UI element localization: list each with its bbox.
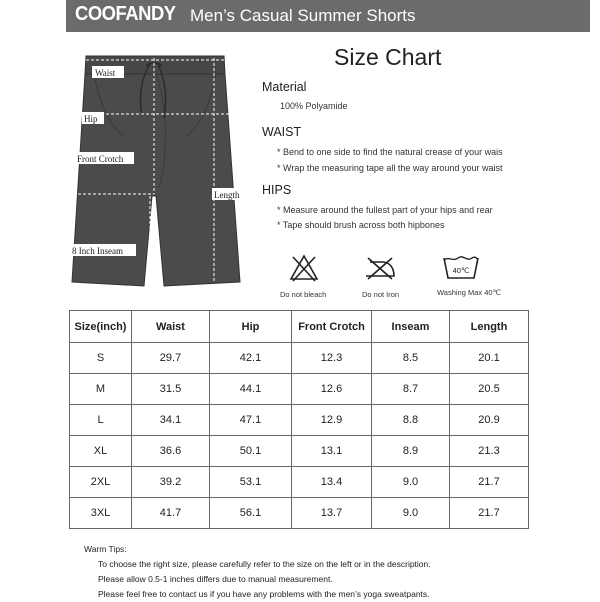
- table-cell: 21.7: [450, 498, 529, 529]
- table-cell: 13.7: [292, 498, 372, 529]
- table-cell: 9.0: [372, 498, 450, 529]
- table-cell: 13.1: [292, 436, 372, 467]
- table-row: [70, 467, 529, 498]
- wash-label: Washing Max 40℃: [437, 288, 502, 297]
- no-bleach-label: Do not bleach: [280, 290, 327, 299]
- table-cell: 13.4: [292, 467, 372, 498]
- table-cell: 12.3: [292, 343, 372, 374]
- table-cell: 12.6: [292, 374, 372, 405]
- table-header-row: [70, 311, 529, 343]
- table-cell: 36.6: [132, 436, 210, 467]
- tip-line: To choose the right size, please carefully refer to the size on the left or in the description.: [98, 559, 431, 569]
- label-front-crotch: Front Crotch: [77, 154, 124, 164]
- column-header: Size(inch): [70, 311, 132, 343]
- tips-heading: Warm Tips:: [84, 544, 127, 554]
- table-cell: 8.7: [372, 374, 450, 405]
- tip-line: Please feel free to contact us if you have any problems with the men’s yoga sweatpants.: [98, 589, 430, 599]
- column-header: Inseam: [372, 311, 450, 343]
- table-cell: 21.3: [450, 436, 529, 467]
- shorts-diagram: [64, 46, 254, 302]
- size-cell: 3XL: [70, 498, 132, 529]
- size-table: [69, 310, 529, 529]
- table-cell: 8.9: [372, 436, 450, 467]
- table-cell: 8.5: [372, 343, 450, 374]
- material-heading: Material: [262, 80, 307, 94]
- waist-note: * Wrap the measuring tape all the way around your waist: [277, 163, 503, 173]
- table-cell: 47.1: [210, 405, 292, 436]
- header-bar: [66, 0, 590, 32]
- table-cell: 53.1: [210, 467, 292, 498]
- table-cell: 39.2: [132, 467, 210, 498]
- label-inseam: 8 Inch Inseam: [72, 246, 123, 256]
- size-cell: 2XL: [70, 467, 132, 498]
- table-cell: 29.7: [132, 343, 210, 374]
- hips-note: * Tape should brush across both hipbones: [277, 220, 445, 230]
- table-row: [70, 405, 529, 436]
- table-cell: 50.1: [210, 436, 292, 467]
- table-cell: 42.1: [210, 343, 292, 374]
- no-bleach-icon: [288, 252, 320, 284]
- column-header: Front Crotch: [292, 311, 372, 343]
- size-chart-title: Size Chart: [334, 44, 442, 70]
- label-length: Length: [214, 190, 240, 200]
- table-cell: 20.5: [450, 374, 529, 405]
- table-row: [70, 343, 529, 374]
- wash-40-icon: [441, 252, 481, 282]
- table-cell: 34.1: [132, 405, 210, 436]
- waist-heading: WAIST: [262, 125, 302, 139]
- table-cell: 8.8: [372, 405, 450, 436]
- size-cell: L: [70, 405, 132, 436]
- hips-note: * Measure around the fullest part of your hips and rear: [277, 205, 493, 215]
- table-cell: 9.0: [372, 467, 450, 498]
- table-cell: 44.1: [210, 374, 292, 405]
- column-header: Length: [450, 311, 529, 343]
- size-cell: S: [70, 343, 132, 374]
- column-header: Hip: [210, 311, 292, 343]
- label-hip: Hip: [84, 114, 98, 124]
- warm-tips: [84, 542, 431, 602]
- brand-logo: COOFANDY: [75, 3, 176, 25]
- table-cell: 31.5: [132, 374, 210, 405]
- column-header: Waist: [132, 311, 210, 343]
- table-row: [70, 498, 529, 529]
- table-cell: 41.7: [132, 498, 210, 529]
- hips-heading: HIPS: [262, 183, 292, 197]
- size-cell: M: [70, 374, 132, 405]
- table-cell: 12.9: [292, 405, 372, 436]
- material-value: 100% Polyamide: [280, 101, 348, 111]
- table-cell: 20.9: [450, 405, 529, 436]
- label-waist: Waist: [95, 68, 116, 78]
- table-cell: 56.1: [210, 498, 292, 529]
- waist-note: * Bend to one side to find the natural crease of your wais: [277, 147, 503, 157]
- table-row: [70, 374, 529, 405]
- size-cell: XL: [70, 436, 132, 467]
- table-cell: 20.1: [450, 343, 529, 374]
- no-iron-icon: [362, 256, 398, 280]
- no-iron-label: Do not Iron: [362, 290, 400, 299]
- wash-temp: 40℃: [452, 266, 470, 275]
- product-title: Men’s Casual Summer Shorts: [190, 6, 416, 25]
- table-row: [70, 436, 529, 467]
- tip-line: Please allow 0.5-1 inches differs due to manual measurement.: [98, 574, 333, 584]
- table-cell: 21.7: [450, 467, 529, 498]
